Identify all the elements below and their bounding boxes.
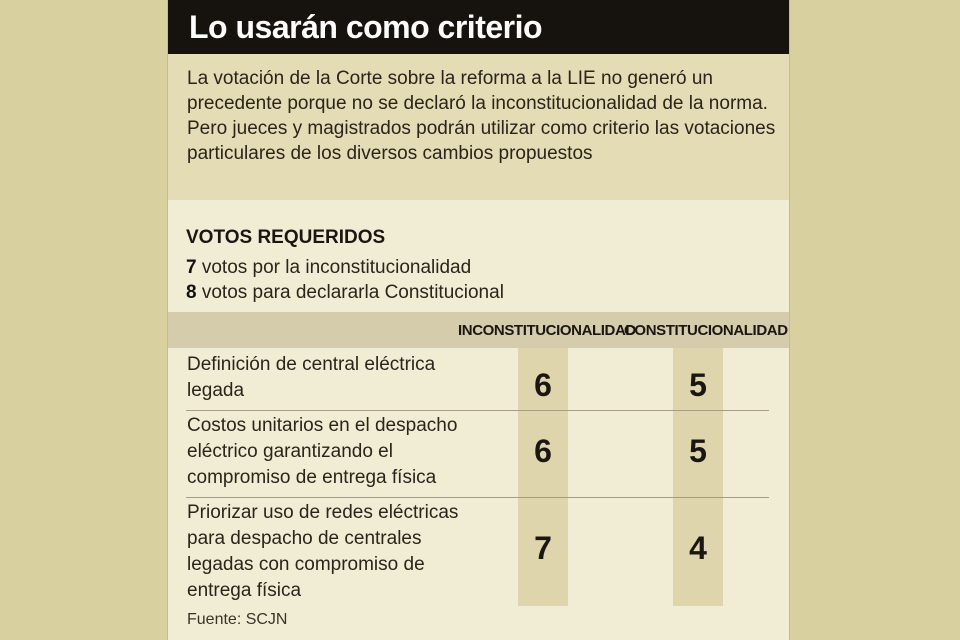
votes-required-line: [186, 282, 504, 304]
votes-text: votos para declararla Constitucional: [196, 282, 504, 303]
infographic-title: Lo usarán como criterio: [189, 9, 543, 45]
votes-required-line: [186, 257, 471, 279]
vote-count-inconstitucionalidad: 6: [534, 433, 552, 469]
infographic-card: [168, 0, 789, 640]
title-bar: [168, 0, 789, 54]
vote-count-constitucionalidad: 5: [689, 367, 707, 403]
column-header-inconstitucionalidad: INCONSTITUCIONALIDAD: [458, 322, 636, 339]
votes-number: 7: [186, 257, 197, 278]
votes-required-heading: VOTOS REQUERIDOS: [186, 227, 386, 248]
vote-count-constitucionalidad: 5: [689, 433, 707, 469]
votes-text: votos por la inconstitucionalidad: [196, 257, 472, 278]
row-label: Costos unitarios en el despacho eléctrico garantizando el compromiso de entrega física: [187, 415, 458, 488]
intro-text: La votación de la Corte sobre la reforma a la LIE no generó un precedente porque no se declaró la inconstitucionalidad de la norma. Pero jueces y magistrados podrán utilizar como criterio las votaciones particulares de los diversos cambios propuestos: [187, 68, 776, 164]
row-label: Definición de central eléctrica legada: [187, 354, 436, 401]
source-note: Fuente: SCJN: [187, 611, 288, 628]
votes-number: 8: [186, 282, 197, 303]
column-header-constitucionalidad: CONSTITUCIONALIDAD: [624, 322, 788, 339]
row-label: Priorizar uso de redes eléctricas para despacho de centrales legadas con compromiso de entrega física: [187, 502, 459, 601]
vote-count-inconstitucionalidad: 7: [534, 530, 552, 566]
vote-count-constitucionalidad: 4: [689, 530, 707, 566]
intro-box: [168, 54, 789, 200]
row-divider: [186, 410, 769, 411]
vote-count-inconstitucionalidad: 6: [534, 367, 552, 403]
row-divider: [186, 497, 769, 498]
